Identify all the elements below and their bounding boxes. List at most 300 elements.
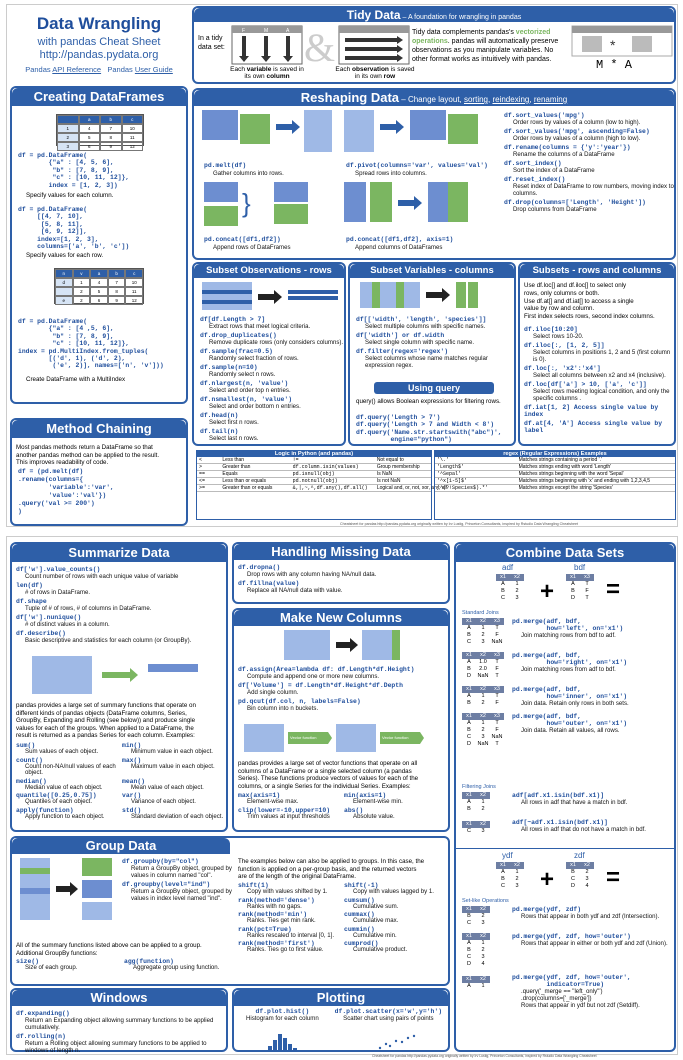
df2-cell: 1 — [73, 278, 91, 287]
set-op-item — [462, 906, 674, 929]
join-table — [462, 618, 504, 646]
filter-join-desc: All rows in adf that have a match in bdf. — [521, 799, 628, 806]
set-op-table-cell: 1 — [481, 983, 485, 989]
logic-cell: Not equal to — [376, 457, 404, 463]
set-op-code[interactable]: pd.merge(ydf, zdf) — [512, 906, 582, 913]
groupby-functions — [16, 958, 232, 973]
filtering-joins — [462, 792, 674, 841]
group-rfn-code[interactable]: rank(pct=True) — [238, 925, 292, 933]
join-table-cell: F — [495, 727, 499, 733]
reshape-desc: Reset index of DataFrame to row numbers, moving index to columns. — [513, 183, 674, 197]
group-fn-row — [16, 958, 232, 972]
reshape-code[interactable]: df.sort_index() — [504, 160, 562, 167]
reshaping-header: Reshaping Data – Change layout, sorting, reindexing, renaming — [194, 90, 674, 106]
logic-cell: pd.isnull(obj) — [292, 471, 335, 477]
join-table-cell: F — [495, 700, 499, 706]
filter-join-code[interactable]: adf[~adf.x1.isin(bdf.x1)] — [512, 819, 608, 826]
summarize-desc: Count number of rows with each unique value of variable — [25, 573, 179, 580]
join-table-wrap — [462, 618, 512, 648]
df2-cell: 2 — [73, 287, 91, 296]
logic-row — [197, 471, 431, 478]
regex-cell: '^(?!Species$).*' — [437, 485, 489, 491]
summary-function-diagram — [32, 656, 212, 696]
summarize-item — [16, 598, 228, 612]
summary-fn-cell — [16, 778, 122, 792]
regex-row — [435, 471, 675, 478]
join-table-cell: x3 — [490, 652, 504, 659]
subsets-rc-section — [518, 262, 676, 446]
windows-code[interactable]: df.rolling(n) — [16, 1033, 66, 1040]
summary-fn-code[interactable]: var() — [122, 792, 142, 800]
missing-code[interactable]: df.fillna(value) — [238, 580, 300, 587]
join-table-cell: T — [495, 720, 499, 726]
vector-functions — [238, 792, 450, 821]
join-table-cell: 1.0 — [479, 659, 487, 665]
group-header: Group Data — [12, 838, 230, 854]
ydf-cell: x1 — [496, 862, 510, 869]
plot-code[interactable]: df.plot.hist() — [255, 1008, 310, 1015]
set-op-text — [512, 906, 659, 929]
group-fn-desc: Aggregate group using function. — [133, 964, 220, 971]
vector-fn-desc: Element-wise max. — [247, 798, 299, 805]
group-rfn-cell — [238, 911, 344, 925]
summarize-code[interactable]: df['w'].nunique() — [16, 614, 82, 621]
group-rfn-desc: Copy with values lagged by 1. — [353, 888, 434, 895]
subsets-rc-desc: Select rows meeting logical condition, and only the specific columns . — [533, 388, 670, 402]
df1-cell: 4 — [79, 124, 101, 133]
filter-join-table-cell: 2 — [481, 806, 485, 812]
subset-rows-item — [200, 364, 346, 378]
vector-fn-code[interactable]: abs() — [344, 806, 364, 814]
join-table-cell: x2 — [476, 652, 490, 659]
tidy-ma-diagram — [572, 26, 672, 56]
group-right-para: The examples below can also be applied to groups. In this case, the function is applied on a per-group basis, and the returned vectors are of the length of the original DataFrame. — [238, 858, 425, 881]
join-table-cell: NaN — [477, 673, 489, 679]
summarize-code[interactable]: len(df) — [16, 582, 43, 589]
join-table-cell: x3 — [490, 618, 504, 625]
subset-rows-code[interactable]: df.drop_duplicates() — [200, 332, 277, 339]
logic-cell: &,|,~,^,df.any(),df.all() — [292, 485, 368, 491]
join-code[interactable]: pd.merge(adf, bdf, how='outer', on='x1') — [512, 713, 628, 727]
filter-join-table-wrap — [462, 819, 512, 837]
join-table-cell: A — [467, 625, 471, 631]
adf-cell: A — [501, 581, 505, 587]
vector-fn-code[interactable]: max(axis=1) — [238, 792, 281, 799]
zdf-cell: B — [571, 869, 575, 875]
zdf-cell: x2 — [580, 862, 594, 869]
summary-fn-cell — [122, 757, 228, 777]
df2-cell: 9 — [108, 296, 126, 305]
col-letter-f: F — [242, 28, 246, 34]
regex-cell: '\.' — [437, 457, 450, 463]
logic-row — [197, 464, 431, 471]
subset-cols-code[interactable]: df[['width', 'length', 'species']] — [356, 316, 487, 323]
join-table-wrap — [462, 652, 512, 682]
logic-row — [197, 457, 431, 464]
join-table-cell: NaN — [491, 734, 503, 740]
summary-fn-desc: Variance of each object. — [131, 798, 196, 806]
set-op-code[interactable]: pd.merge(ydf, zdf, how='outer') — [512, 933, 631, 940]
subsets-rc-code[interactable]: df.loc[:, 'x2':'x4'] — [524, 365, 601, 372]
df1-cell: 7 — [100, 124, 122, 133]
df1-cell: 10 — [122, 124, 144, 133]
group-para: All of the summary functions listed above can be applied to a group. Additional GroupBy functions: — [16, 942, 202, 957]
regex-rows — [435, 457, 675, 492]
group-rfn-code[interactable]: shift(-1) — [344, 882, 379, 889]
summary-fn-cell — [122, 792, 228, 806]
set-op-table-cell: C — [467, 920, 471, 926]
summarize-desc: # of distinct values in a column. — [25, 621, 110, 628]
join-table-row — [462, 693, 504, 700]
groupby-diagram — [20, 858, 116, 922]
vector-fn-label-1: Vector function — [290, 735, 317, 740]
subset-rows-code[interactable]: df.head(n) — [200, 412, 239, 419]
newcol-code[interactable]: df['Volume'] = df.Length*df.Height*df.Depth — [238, 682, 403, 689]
filter-join-table-cell: C — [467, 828, 471, 834]
set-op-table-cell: x2 — [476, 976, 490, 983]
group-rfn-desc: Copy with values shifted by 1. — [247, 888, 328, 895]
bdf-cell: x1 — [566, 574, 580, 581]
newcol-desc: Bin column into n buckets. — [247, 705, 319, 712]
df2-cell — [55, 287, 73, 296]
link-prefix: Pandas — [107, 65, 135, 74]
set-op-code[interactable]: pd.merge(ydf, zdf, how='outer', indicator=True) — [512, 974, 631, 988]
summary-fn-row — [16, 757, 228, 777]
tidy-data-header — [194, 8, 674, 22]
subset-rows-desc: Remove duplicate rows (only considers columns). — [209, 339, 344, 346]
df2-cell: c — [125, 269, 143, 278]
reshape-item — [504, 160, 674, 174]
set-op-table-cell: x1 — [462, 933, 476, 940]
concat-cols-desc: Append columns of DataFrames — [355, 244, 443, 251]
summary-fn-code[interactable]: std() — [122, 806, 142, 814]
subset-cols-code[interactable]: df.filter(regex='regex') — [356, 348, 449, 355]
summary-fn-cell — [122, 807, 228, 821]
subset-rows-code[interactable]: df.nsmallest(n, 'value') — [200, 396, 293, 403]
set-op-table-row — [462, 933, 490, 940]
summary-fn-desc: Maximum value in each object. — [131, 762, 215, 770]
set-op-table-cell: x2 — [476, 906, 490, 913]
regex-cell: Matches strings beginning with the word 'Sepal' — [518, 471, 624, 477]
summary-fn-code[interactable]: min() — [122, 742, 142, 749]
join-table-cell: C — [467, 734, 471, 740]
user-guide-link[interactable]: User Guide — [134, 65, 173, 74]
group-rfn-code[interactable]: cumsum() — [344, 896, 375, 904]
summary-fn-code[interactable]: mean() — [122, 777, 146, 785]
adf-cell: 2 — [515, 588, 519, 594]
reindexing-link[interactable]: reindexing — [492, 95, 530, 104]
set-op-table-cell: x2 — [476, 933, 490, 940]
bdf-row — [566, 574, 594, 581]
group-fn-code[interactable]: agg(function) — [124, 958, 174, 965]
zdf-cell: 4 — [585, 883, 589, 889]
summary-fn-code[interactable]: sum() — [16, 742, 36, 749]
ampersand: & — [304, 25, 336, 70]
group-rfn-desc: Cumulative sum. — [353, 902, 399, 910]
join-table-cell: T — [495, 659, 499, 665]
query-desc: query() allows Boolean expressions for filtering rows. — [356, 398, 501, 405]
join-table-cell: NaN — [491, 639, 503, 645]
set-op-table-cell: B — [467, 947, 471, 953]
summarize-list — [16, 566, 228, 646]
group-rfn-code[interactable]: cumprod() — [344, 940, 379, 948]
join-table-row — [462, 741, 504, 748]
vector-fn-cell — [238, 792, 344, 806]
newcol-code[interactable]: df.assign(Area=lambda df: df.Length*df.Height) — [238, 666, 415, 673]
missing-item — [238, 580, 450, 594]
melt-diagram — [202, 110, 334, 152]
subset-rows-code[interactable]: df.nlargest(n, 'value') — [200, 380, 289, 387]
set-op-table-cell: 2 — [481, 947, 485, 953]
adf-cell: C — [501, 595, 505, 601]
reshape-code[interactable]: df.drop(columns=['Length', 'Height']) — [504, 199, 646, 206]
groupby-code[interactable]: df.groupby(by="col") — [122, 858, 199, 865]
filter-join-table-row — [462, 792, 490, 799]
summary-fn-cell — [16, 792, 122, 806]
subset-rows-item — [200, 412, 346, 426]
create-code-1: df = pd.DataFrame( {"a" : [4, 5, 6], "b" : [7, 8, 9], "c" : [10, 11, 12]}, index = [1, 2, 3]) — [18, 152, 130, 189]
vector-fn-row — [238, 807, 450, 821]
in-tidy-label: In a tidy data set: — [198, 35, 225, 51]
missing-code[interactable]: df.dropna() — [238, 564, 281, 571]
windows-list — [16, 1010, 228, 1056]
plot-item — [246, 1008, 319, 1022]
df2-cell: 8 — [108, 287, 126, 296]
set-op-table-cell: C — [467, 954, 471, 960]
standard-joins-label: Standard Joins — [462, 610, 499, 616]
new-columns-section — [232, 608, 450, 832]
logic-cell: >= — [199, 485, 206, 491]
zdf — [566, 862, 594, 890]
bdf-cell: F — [585, 588, 589, 594]
subsets-rc-code[interactable]: df.iloc[10:20] — [524, 326, 578, 333]
summary-fn-code[interactable]: median() — [16, 777, 47, 785]
set-op-table-wrap — [462, 933, 512, 970]
join-table-cell: 2.0 — [479, 666, 487, 672]
join-table-cell: 1 — [481, 625, 485, 631]
join-table-cell: x1 — [462, 618, 476, 625]
join-table-cell: x2 — [476, 618, 490, 625]
variable-caption: Each variable is saved in its own column — [230, 66, 304, 81]
group-rfn-cell — [238, 926, 344, 940]
newcol-code[interactable]: pd.qcut(df.col, n, labels=False) — [238, 698, 361, 705]
join-table-cell: x2 — [476, 713, 490, 720]
set-op-table-cell: 3 — [481, 920, 485, 926]
join-table-row — [462, 666, 504, 673]
summary-fn-row — [16, 792, 228, 806]
vector-fn-code[interactable]: min(axis=1) — [344, 792, 387, 799]
filtering-joins-label: Filtering Joins — [462, 784, 496, 790]
ydf-label: ydf — [502, 851, 513, 860]
join-table-cell: T — [495, 673, 499, 679]
group-data-section — [10, 836, 450, 986]
subset-rows-code[interactable]: df.sample(n=10) — [200, 364, 258, 371]
join-text — [512, 713, 627, 750]
reference-links — [10, 65, 188, 74]
join-table-row — [462, 652, 504, 659]
set-op-table-cell: D — [467, 961, 471, 967]
df1-cell: 12 — [122, 142, 144, 151]
group-rfn-desc: Ranks with no gaps. — [247, 902, 302, 910]
group-rfn-cell — [344, 911, 450, 925]
join-table-row — [462, 734, 504, 741]
summarize-code[interactable]: df.shape — [16, 598, 47, 605]
subsets-rc-code[interactable]: df.iloc[:, [1, 2, 5]] — [524, 342, 605, 349]
subsets-rc-item — [524, 381, 676, 402]
join-code[interactable]: pd.merge(adf, bdf, how='inner', on='x1') — [512, 686, 628, 700]
join-table-cell: x1 — [462, 686, 476, 693]
windows-code[interactable]: df.expanding() — [16, 1010, 70, 1017]
link-prefix: Pandas — [25, 65, 53, 74]
summarize-desc: Tuple of # of rows, # of columns in DataFrame. — [25, 605, 152, 612]
join-table-cell: T — [495, 741, 499, 747]
subset-columns-section — [348, 262, 516, 446]
ydf-cell: 1 — [515, 869, 519, 875]
join-code[interactable]: pd.merge(adf, bdf, how='left', on='x1') — [512, 618, 624, 632]
summarize-code[interactable]: df.describe() — [16, 630, 66, 637]
df2-cell: 7 — [108, 278, 126, 287]
plot-item — [335, 1008, 442, 1022]
logic-cell: Is not NaN — [376, 478, 401, 484]
df1-cell: b — [100, 115, 122, 124]
filter-join-table-cell: B — [467, 806, 471, 812]
set-op-table — [462, 906, 490, 927]
reshape-code[interactable]: df.sort_values('mpg') — [504, 112, 585, 119]
reshape-code[interactable]: df.reset_index() — [504, 176, 566, 183]
group-rfn-desc: Cumulative min. — [353, 931, 397, 939]
join-text — [512, 652, 627, 682]
summary-fn-desc: Mean value of each object. — [131, 783, 204, 791]
windows-item — [16, 1033, 228, 1054]
set-op-item — [462, 933, 674, 970]
group-rfn-desc: Ranks. Ties go to first value. — [247, 946, 324, 954]
set-op-desc: Rows that appear in both ydf and zdf (Intersection). — [521, 913, 660, 920]
group-rfn-code[interactable]: rank(method='first') — [238, 940, 315, 948]
group-rfn-code[interactable]: rank(method='dense') — [238, 896, 315, 904]
df2-cell: d — [55, 278, 73, 287]
group-rfn-code[interactable]: cummax() — [344, 911, 375, 919]
summarize-desc: # of rows in DataFrame. — [25, 589, 91, 596]
reshape-code[interactable]: df.sort_values('mpg', ascending=False) — [504, 128, 650, 135]
summary-fn-code[interactable]: apply(function) — [16, 806, 74, 814]
combine-header: Combine Data Sets — [456, 544, 674, 562]
subset-rows-section — [192, 262, 346, 446]
filter-join-code[interactable]: adf[adf.x1.isin(bdf.x1)] — [512, 792, 605, 799]
reshape-code[interactable]: df.rename(columns = {'y':'year'}) — [504, 144, 631, 151]
subset-rows-desc: Select and order top n entries. — [209, 387, 291, 394]
scatter-thumbnail — [374, 1032, 424, 1052]
subset-rows-desc: Randomly select fraction of rows. — [209, 355, 299, 362]
adf-table — [496, 574, 524, 604]
concat-rows-diagram — [204, 182, 334, 228]
zdf-cell: 3 — [585, 876, 589, 882]
bdf-cell: A — [571, 581, 575, 587]
groupby-desc: Return a GroupBy object, grouped by values in column named "col". — [131, 865, 232, 879]
summarize-section — [10, 542, 228, 832]
subset-cols-code[interactable]: df['width'] or df.width — [356, 332, 445, 339]
summary-fn-code[interactable]: count() — [16, 756, 43, 764]
reshape-desc: Sort the index of a DataFrame — [513, 167, 595, 174]
pivot-code: df.pivot(columns='var', values='val') — [346, 162, 488, 169]
filter-join-item — [462, 792, 674, 815]
summary-fn-row — [16, 807, 228, 821]
subsets-rc-code[interactable]: df.iat[1, 2] Access single value by index — [524, 404, 659, 418]
vector-fn-code[interactable]: clip(lower=-10,upper=10) — [238, 806, 331, 814]
regex-cell: 'Length$' — [437, 464, 465, 470]
summarize-code[interactable]: df['w'].value_counts() — [16, 566, 101, 573]
set-op-table-row — [462, 913, 490, 920]
subsets-rc-code[interactable]: df.at[4, 'A'] Access single value by label — [524, 420, 663, 434]
logic-cell: Greater than — [222, 464, 251, 470]
subset-rows-desc: Select first n rows. — [209, 419, 259, 426]
adf-cell: 1 — [515, 581, 519, 587]
logic-cell: Less than or equals — [222, 478, 267, 484]
subsets-rc-code[interactable]: df.loc[df['a'] > 10, ['a', 'c']] — [524, 381, 647, 388]
join-table-cell: 1 — [481, 720, 485, 726]
filter-join-table-row — [462, 799, 490, 806]
group-fn-cell — [16, 958, 124, 972]
api-reference-link[interactable]: API Reference — [52, 65, 102, 74]
svg-text:}: } — [242, 188, 251, 218]
bdf-cell: x3 — [580, 574, 594, 581]
set-op-table-row — [462, 940, 490, 947]
logic-title: Logic in Python (and pandas) — [197, 451, 431, 457]
df-table-1 — [56, 114, 144, 149]
group-rfn-cell — [344, 897, 450, 911]
vector-para: pandas provides a large set of vector functions that operate on all columns of a DataFrame or a single selected column (a pandas Series). These functions produce vectors of values for each of the columns, or a single Series for the individual Series. Examples: — [238, 760, 419, 790]
subsets-rc-item — [524, 365, 676, 379]
col-letter-m: M — [264, 28, 269, 34]
bdf-label: bdf — [574, 563, 586, 572]
adf-cell: 3 — [515, 595, 519, 601]
groupby-code[interactable]: df.groupby(level="ind") — [122, 881, 211, 888]
plot-code[interactable]: df.plot.scatter(x='w',y='h') — [334, 1008, 443, 1015]
zdf-row — [566, 883, 594, 890]
plotting-section — [232, 988, 450, 1052]
sorting-link[interactable]: sorting — [463, 95, 488, 104]
group-rfn-code[interactable]: shift(1) — [238, 882, 269, 889]
summary-fn-code[interactable]: quantile([0.25,0.75]) — [16, 792, 97, 800]
group-rfn-code[interactable]: cummin() — [344, 925, 375, 933]
zdf-table — [566, 862, 594, 892]
df1-cell: 5 — [79, 133, 101, 142]
summary-fn-row — [16, 742, 228, 756]
missing-desc: Replace all NA/null data with value. — [247, 587, 343, 594]
summarize-item — [16, 582, 228, 596]
subset-rows-desc: Randomly select n rows. — [209, 371, 276, 378]
subset-rows-code[interactable]: df.tail(n) — [200, 428, 239, 435]
concat-cols-diagram — [344, 182, 474, 228]
join-table-cell: B — [467, 632, 471, 638]
group-rfn-cell — [344, 926, 450, 940]
group-rfn-code[interactable]: rank(method='min') — [238, 911, 308, 919]
subsets-rc-desc: Select rows 10-20. — [533, 333, 584, 340]
method-desc: Most pandas methods return a DataFrame so that another pandas method can be applied to the result. This improves readability of code. — [16, 444, 160, 467]
renaming-link[interactable]: renaming — [533, 95, 568, 104]
subset-rows-code[interactable]: df[df.Length > 7] — [200, 316, 266, 323]
summary-fn-code[interactable]: max() — [122, 756, 142, 764]
reshape-item — [504, 128, 674, 142]
ydf-cell: x2 — [510, 862, 524, 869]
summary-fn-desc: Minimum value in each object. — [131, 748, 213, 755]
join-table-row — [462, 625, 504, 632]
concat-cols-code: pd.concat([df1,df2], axis=1) — [346, 236, 454, 243]
subset-rows-code[interactable]: df.sample(frac=0.5) — [200, 348, 273, 355]
group-rfn-cell — [238, 940, 344, 954]
join-code[interactable]: pd.merge(adf, bdf, how='right', on='x1') — [512, 652, 628, 666]
group-fn-code[interactable]: size() — [16, 958, 40, 965]
reshaping-section — [192, 88, 676, 260]
